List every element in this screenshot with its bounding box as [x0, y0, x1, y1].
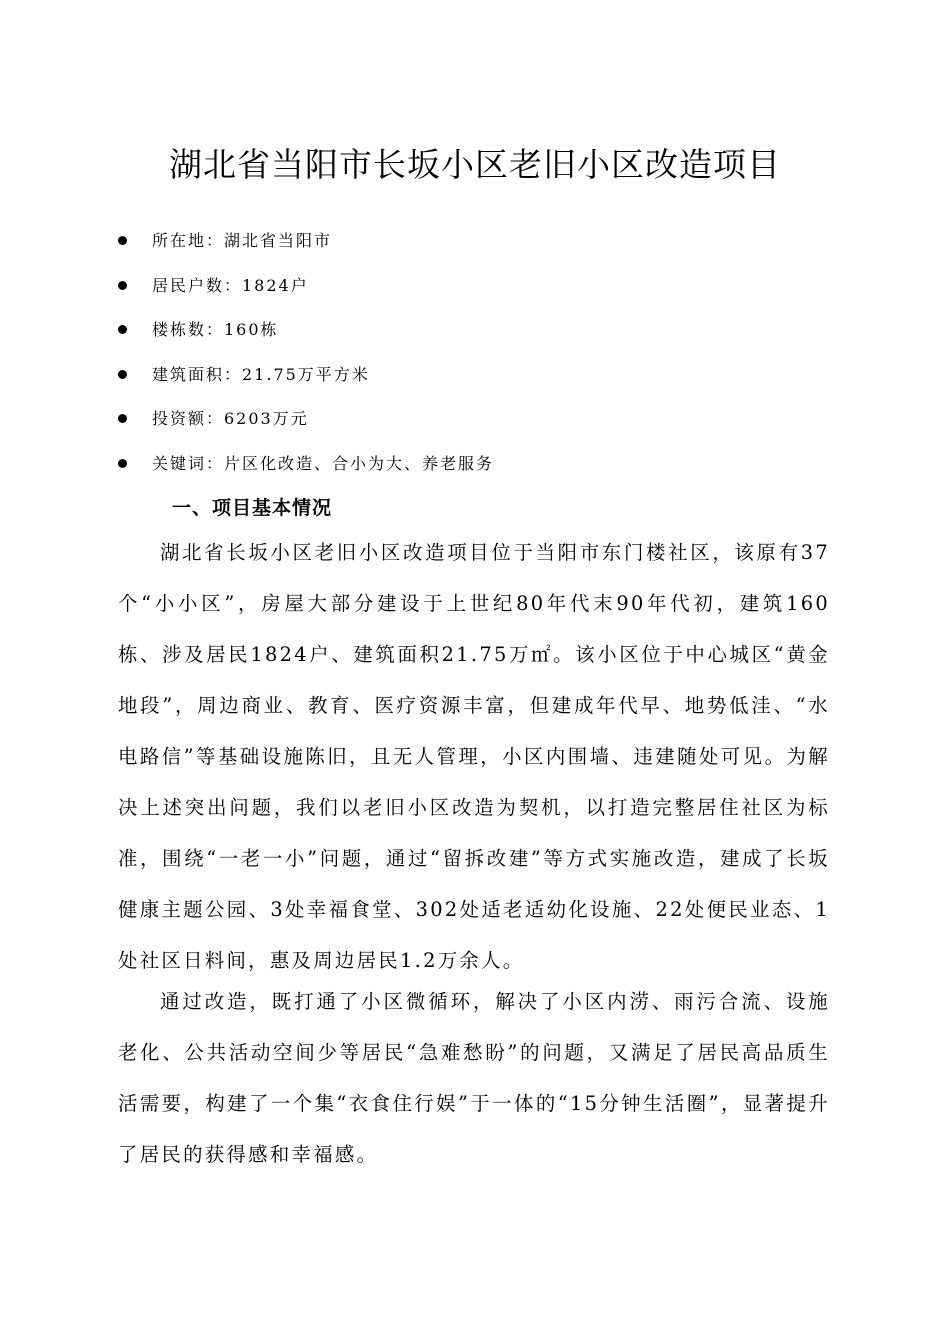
fact-location: 所在地：湖北省当阳市	[152, 231, 333, 250]
bullet-icon	[118, 281, 127, 290]
bullet-icon	[118, 325, 127, 334]
list-item	[118, 404, 838, 449]
fact-buildings: 楼栋数：160栋	[152, 320, 279, 340]
section-heading: 一、项目基本情况	[172, 497, 333, 519]
list-item	[118, 315, 838, 360]
fact-keywords: 关键词：片区化改造、合小为大、养老服务	[152, 453, 495, 473]
bullet-icon	[118, 459, 127, 468]
body-paragraph-2: 通过改造，既打通了小区微循环，解决了小区内涝、雨污合流、设施老化、公共活动空间少等居民“急难愁盼”的问题，又满足了居民高品质生活需要，构建了一个集“衣食住行娱”于一体的“15分钟生活圈”，显著提升了居民的获得感和幸福感。	[118, 990, 830, 1166]
bullet-icon	[118, 414, 127, 423]
bullet-icon	[118, 236, 127, 245]
list-item	[118, 226, 838, 271]
bullet-icon	[118, 370, 127, 379]
fact-investment: 投资额：6203万元	[152, 409, 309, 429]
list-item	[118, 449, 838, 494]
list-item	[118, 360, 838, 405]
list-item	[118, 271, 838, 316]
page-title: 湖北省当阳市长坂小区老旧小区改造项目	[169, 145, 781, 184]
project-facts-list	[118, 226, 838, 494]
fact-households: 居民户数：1824户	[152, 275, 309, 295]
fact-floor-area: 建筑面积：21.75万平方米	[152, 364, 370, 384]
body-paragraph-1: 湖北省长坂小区老旧小区改造项目位于当阳市东门楼社区，该原有37个“小小区”，房屋大部分建设于上世纪80年代末90年代初，建筑160栋、涉及居民1824户、建筑面积21.75万㎡。该小区位于中心城区“黄金地段”，周边商业、教育、医疗资源丰富，但建成年代早、地势低洼、“水电路信”等基础设施陈旧，且无人管理，小区内围墙、违建随处可见。为解决上述突出问题，我们以老旧小区改造为契机，以打造完整居住社区为标准，围绕“一老一小”问题，通过“留拆改建”等方式实施改造，建成了长坂健康主题公园、3处幸福食堂、302处适老适幼化设施、22处便民业态、1处社区日料间，惠及周边居民1.2万余人。	[118, 541, 830, 972]
